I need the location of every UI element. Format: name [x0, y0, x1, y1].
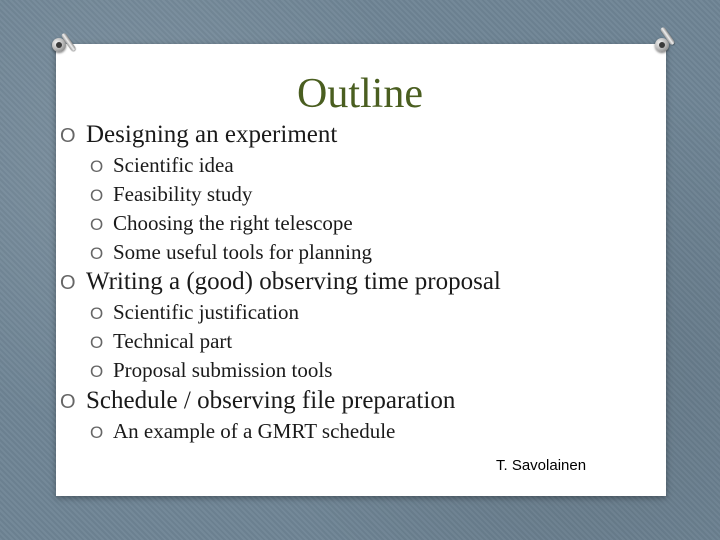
sub-item: [90, 419, 395, 444]
section-item: [60, 387, 455, 415]
sub-item-label: An example of a GMRT schedule: [113, 419, 396, 443]
bullet-icon: O: [90, 304, 104, 323]
sub-item-label: Technical part: [113, 329, 233, 353]
sub-item: [90, 182, 252, 207]
bullet-icon: O: [90, 215, 104, 234]
bullet-icon: O: [60, 272, 76, 294]
sub-item-label: Choosing the right telescope: [113, 211, 353, 235]
section-label: Writing a (good) observing time proposal: [86, 268, 501, 295]
bullet-icon: O: [90, 244, 104, 263]
section-item: [60, 121, 337, 149]
sub-item: [90, 211, 353, 236]
sub-item: [90, 358, 332, 383]
bullet-icon: O: [90, 333, 104, 352]
section-label: Designing an experiment: [86, 121, 338, 148]
bullet-icon: O: [60, 125, 76, 147]
section-item: [60, 268, 501, 296]
bullet-icon: O: [90, 362, 104, 381]
sub-item-label: Feasibility study: [113, 182, 253, 206]
sub-item: [90, 329, 232, 354]
sub-item-label: Scientific justification: [113, 300, 300, 324]
section-label: Schedule / observing file preparation: [86, 387, 456, 414]
sub-item-label: Scientific idea: [113, 153, 234, 177]
slide-title: Outline: [297, 71, 423, 117]
sub-item: [90, 153, 234, 178]
sub-item: [90, 300, 299, 325]
author-credit: T. Savolainen: [496, 457, 587, 474]
bullet-icon: O: [90, 186, 104, 205]
sub-item-label: Some useful tools for planning: [113, 240, 372, 264]
bullet-icon: O: [90, 423, 104, 442]
sub-item-label: Proposal submission tools: [113, 358, 333, 382]
bullet-icon: O: [60, 391, 76, 413]
bullet-icon: O: [90, 157, 104, 176]
sub-item: [90, 240, 372, 265]
